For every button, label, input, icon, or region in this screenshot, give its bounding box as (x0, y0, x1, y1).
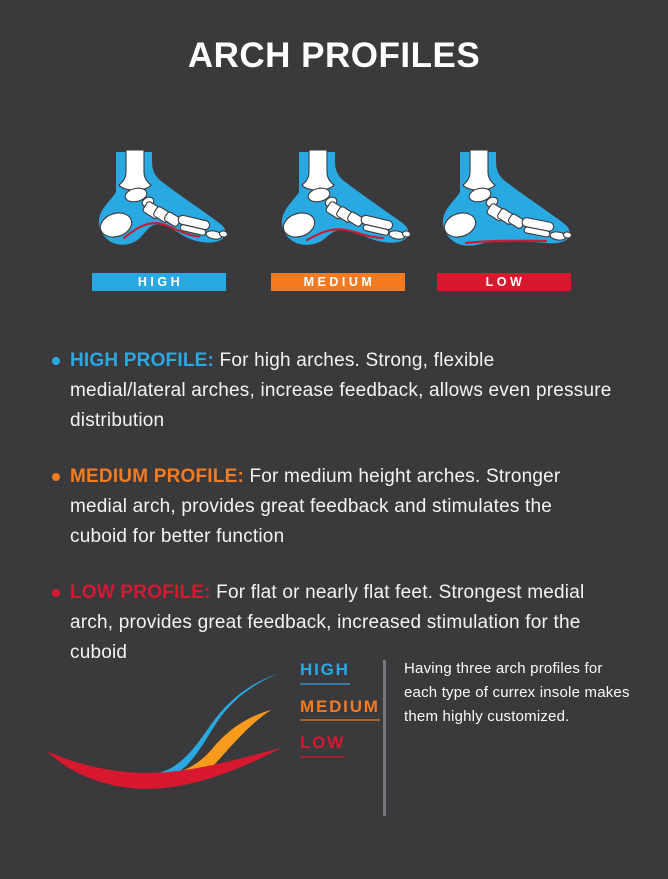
arch-label-medium: MEDIUM (303, 275, 376, 289)
bullet-text-medium: For medium height arches. Stronger medial arch, provides great feedback and stimulates the cuboid for better function (70, 466, 561, 547)
caption-line-2: each type of currex insole makes (404, 684, 630, 701)
bullet-dot-blue (52, 357, 60, 365)
bullet-text-high: For high arches. Strong, flexible medial/lateral arches, increase feedback, allows even pressure distribution (70, 350, 612, 431)
arch-line-low (466, 241, 546, 243)
arch-label-bar-medium (271, 273, 405, 291)
bullet-lead-low: LOW PROFILE: (70, 582, 211, 603)
arch-label-low: LOW (485, 275, 526, 289)
legend-item-low (300, 734, 380, 758)
foot-xray-low-arch-illustration (430, 150, 572, 252)
arch-label-high: HIGH (137, 275, 184, 289)
arch-curves-graphic (38, 652, 290, 802)
arch-label-bar-low (437, 273, 571, 291)
caption-line-1: Having three arch profiles for (404, 660, 603, 677)
bullet-dot-red (52, 589, 60, 597)
bullet-dot-orange (52, 473, 60, 481)
legend-caption (404, 657, 630, 729)
legend-label-medium: MEDIUM (300, 698, 380, 722)
legend-item-high (300, 661, 380, 685)
vertical-divider (383, 660, 386, 816)
curve-legend (300, 661, 380, 771)
legend-label-low: LOW (300, 734, 345, 758)
foot-xray-medium-arch-illustration (269, 150, 411, 252)
page-title: ARCH PROFILES (187, 36, 481, 75)
bullet-text-low: For flat or nearly flat feet. Strongest medial arch, provides great feedback, increased stimulation for the cuboid (70, 582, 585, 663)
bullet-lead-high: HIGH PROFILE: (70, 350, 215, 371)
caption-line-3: them highly customized. (404, 708, 570, 725)
bullet-high-profile (52, 346, 614, 436)
curve-low (47, 748, 282, 789)
foot-xray-high-arch-illustration (86, 150, 228, 252)
profile-descriptions-list (52, 346, 614, 694)
legend-label-high: HIGH (300, 661, 350, 685)
bullet-medium-profile (52, 462, 614, 552)
bullet-lead-medium: MEDIUM PROFILE: (70, 466, 244, 487)
arch-label-bar-high (92, 273, 226, 291)
legend-item-medium (300, 698, 380, 722)
